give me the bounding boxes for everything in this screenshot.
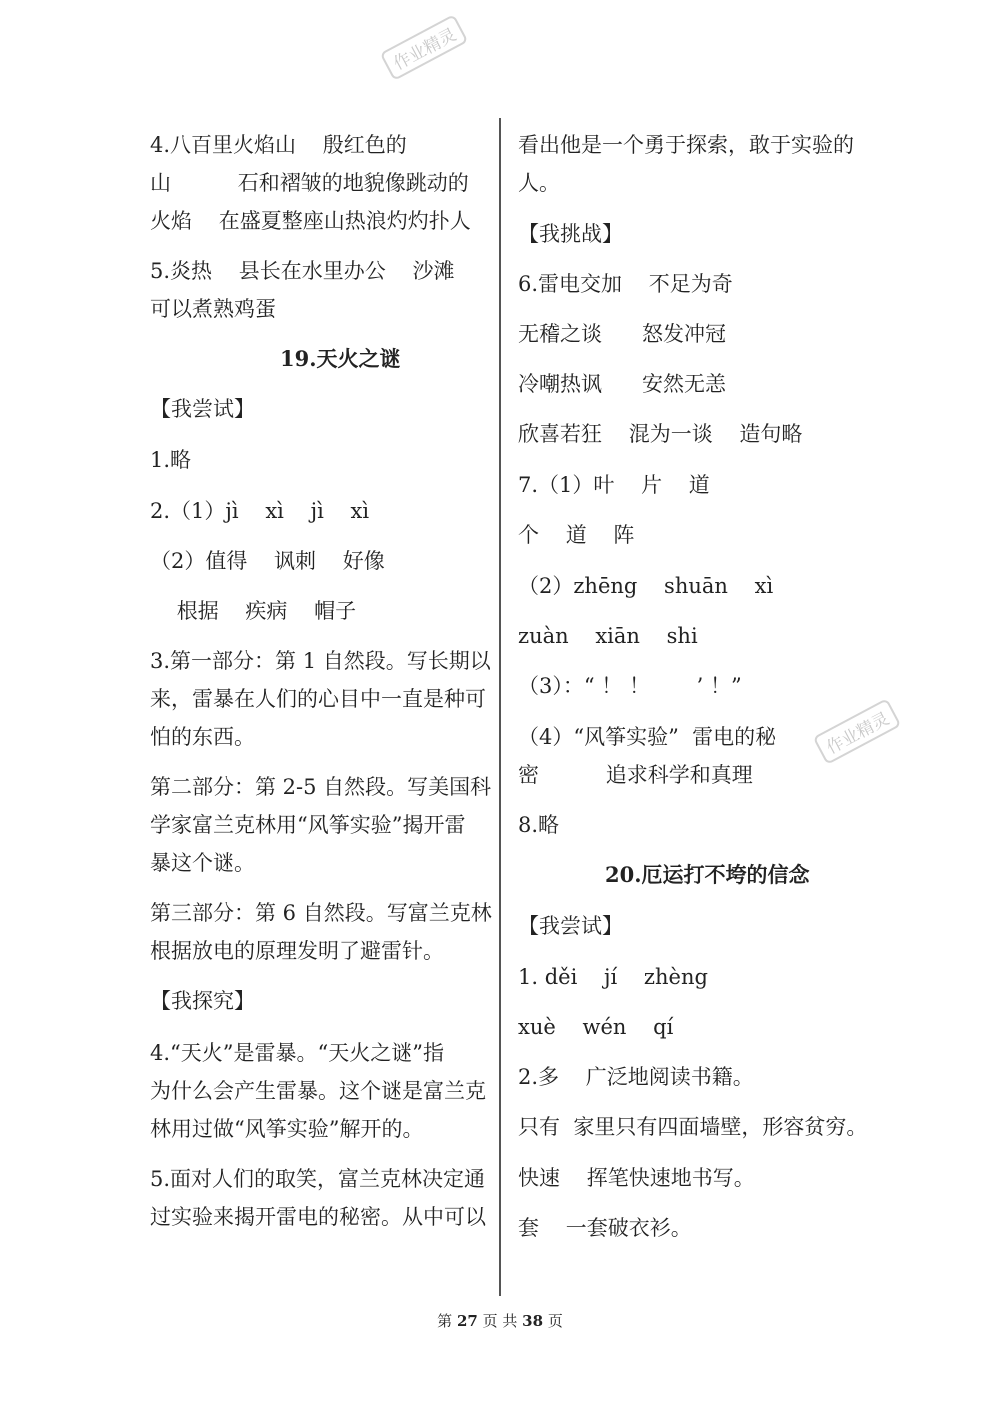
current-page-number: 27 [456, 1312, 478, 1330]
text-line: 过实验来揭开雷电的秘密。从中可以 [150, 1205, 486, 1229]
text-line: 为什么会产生雷暴。这个谜是富兰克 [150, 1079, 486, 1103]
text-line: （3）：“ ！ ！ ’ ！” [518, 674, 742, 698]
text-line: 山 石和褶皱的地貌像跳动的 [150, 171, 469, 195]
section-label: 【我尝试】 [150, 397, 255, 421]
text-line: 火焰 在盛夏整座山热浪灼灼扑人 [150, 209, 471, 233]
text-line: 密 追求科学和真理 [518, 763, 753, 787]
text-line: 8.略 [518, 813, 560, 837]
column-divider [499, 118, 501, 1296]
text-line: 套 一套破衣衫。 [518, 1216, 692, 1240]
text-line: （4）“风筝实验” 雷电的秘 [518, 725, 777, 749]
text-line: 冷嘲热讽 安然无恙 [518, 372, 727, 396]
text-line: 无稽之谈 怒发冲冠 [518, 322, 727, 346]
text-line: 6.雷电交加 不足为奇 [518, 272, 733, 296]
text-line: 只有 家里只有四面墙壁，形容贫穷。 [518, 1115, 868, 1139]
watermark-right: 作业精灵 [813, 698, 902, 765]
text-line: 怕的东西。 [150, 725, 255, 749]
text-line: 个 道 阵 [518, 523, 635, 547]
watermark-top: 作业精灵 [380, 14, 469, 81]
footer-middle: 页 共 [482, 1312, 518, 1330]
text-line: 根据 疾病 帽子 [150, 599, 357, 623]
footer-prefix: 第 [437, 1312, 453, 1330]
section-title-20: 20.厄运打不垮的信念 [605, 862, 810, 887]
footer-suffix: 页 [547, 1312, 563, 1330]
text-line: 2.（1）jì xì jì xì [150, 499, 370, 523]
text-line: 第三部分：第 6 自然段。写富兰克林 [150, 901, 492, 925]
text-line: 欣喜若狂 混为一谈 造句略 [518, 422, 803, 446]
text-line: 5.面对人们的取笑，富兰克林决定通 [150, 1167, 486, 1191]
total-page-number: 38 [522, 1312, 544, 1330]
page-footer [0, 1310, 1000, 1331]
text-line: 暴这个谜。 [150, 851, 255, 875]
text-line: 可以煮熟鸡蛋 [150, 297, 276, 321]
text-line: zuàn xiān shi [518, 624, 698, 648]
section-label: 【我探究】 [150, 989, 255, 1013]
text-line: 学家富兰克林用“风筝实验”揭开雷 [150, 813, 466, 837]
text-line: 1. děi jí zhèng [518, 965, 708, 989]
text-line: 人。 [518, 171, 560, 195]
text-line: 快速 挥笔快速地书写。 [518, 1166, 755, 1190]
text-line: （2）值得 讽刺 好像 [150, 549, 385, 573]
text-line: （2）zhēng shuān xì [518, 574, 774, 598]
text-line: 5.炎热 县长在水里办公 沙滩 [150, 259, 455, 283]
text-line: 林用过做“风筝实验”解开的。 [150, 1117, 424, 1141]
text-line: 7.（1）叶 片 道 [518, 473, 710, 497]
text-line: 3.第一部分：第 1 自然段。写长期以 [150, 649, 491, 673]
section-title-19: 19.天火之谜 [280, 346, 401, 371]
text-line: 来，雷暴在人们的心目中一直是种可 [150, 687, 486, 711]
text-line: 4.八百里火焰山 殷红色的 [150, 133, 407, 157]
text-line: 根据放电的原理发明了避雷针。 [150, 939, 444, 963]
text-line: 看出他是一个勇于探索，敢于实验的 [518, 133, 854, 157]
section-label: 【我挑战】 [518, 222, 623, 246]
text-line: 4.“天火”是雷暴。“天火之谜”指 [150, 1041, 444, 1065]
text-line: 第二部分：第 2-5 自然段。写美国科 [150, 775, 492, 799]
section-label: 【我尝试】 [518, 914, 623, 938]
text-line: 1.略 [150, 448, 192, 472]
text-line: xuè wén qí [518, 1015, 674, 1039]
text-line: 2.多 广泛地阅读书籍。 [518, 1065, 754, 1089]
